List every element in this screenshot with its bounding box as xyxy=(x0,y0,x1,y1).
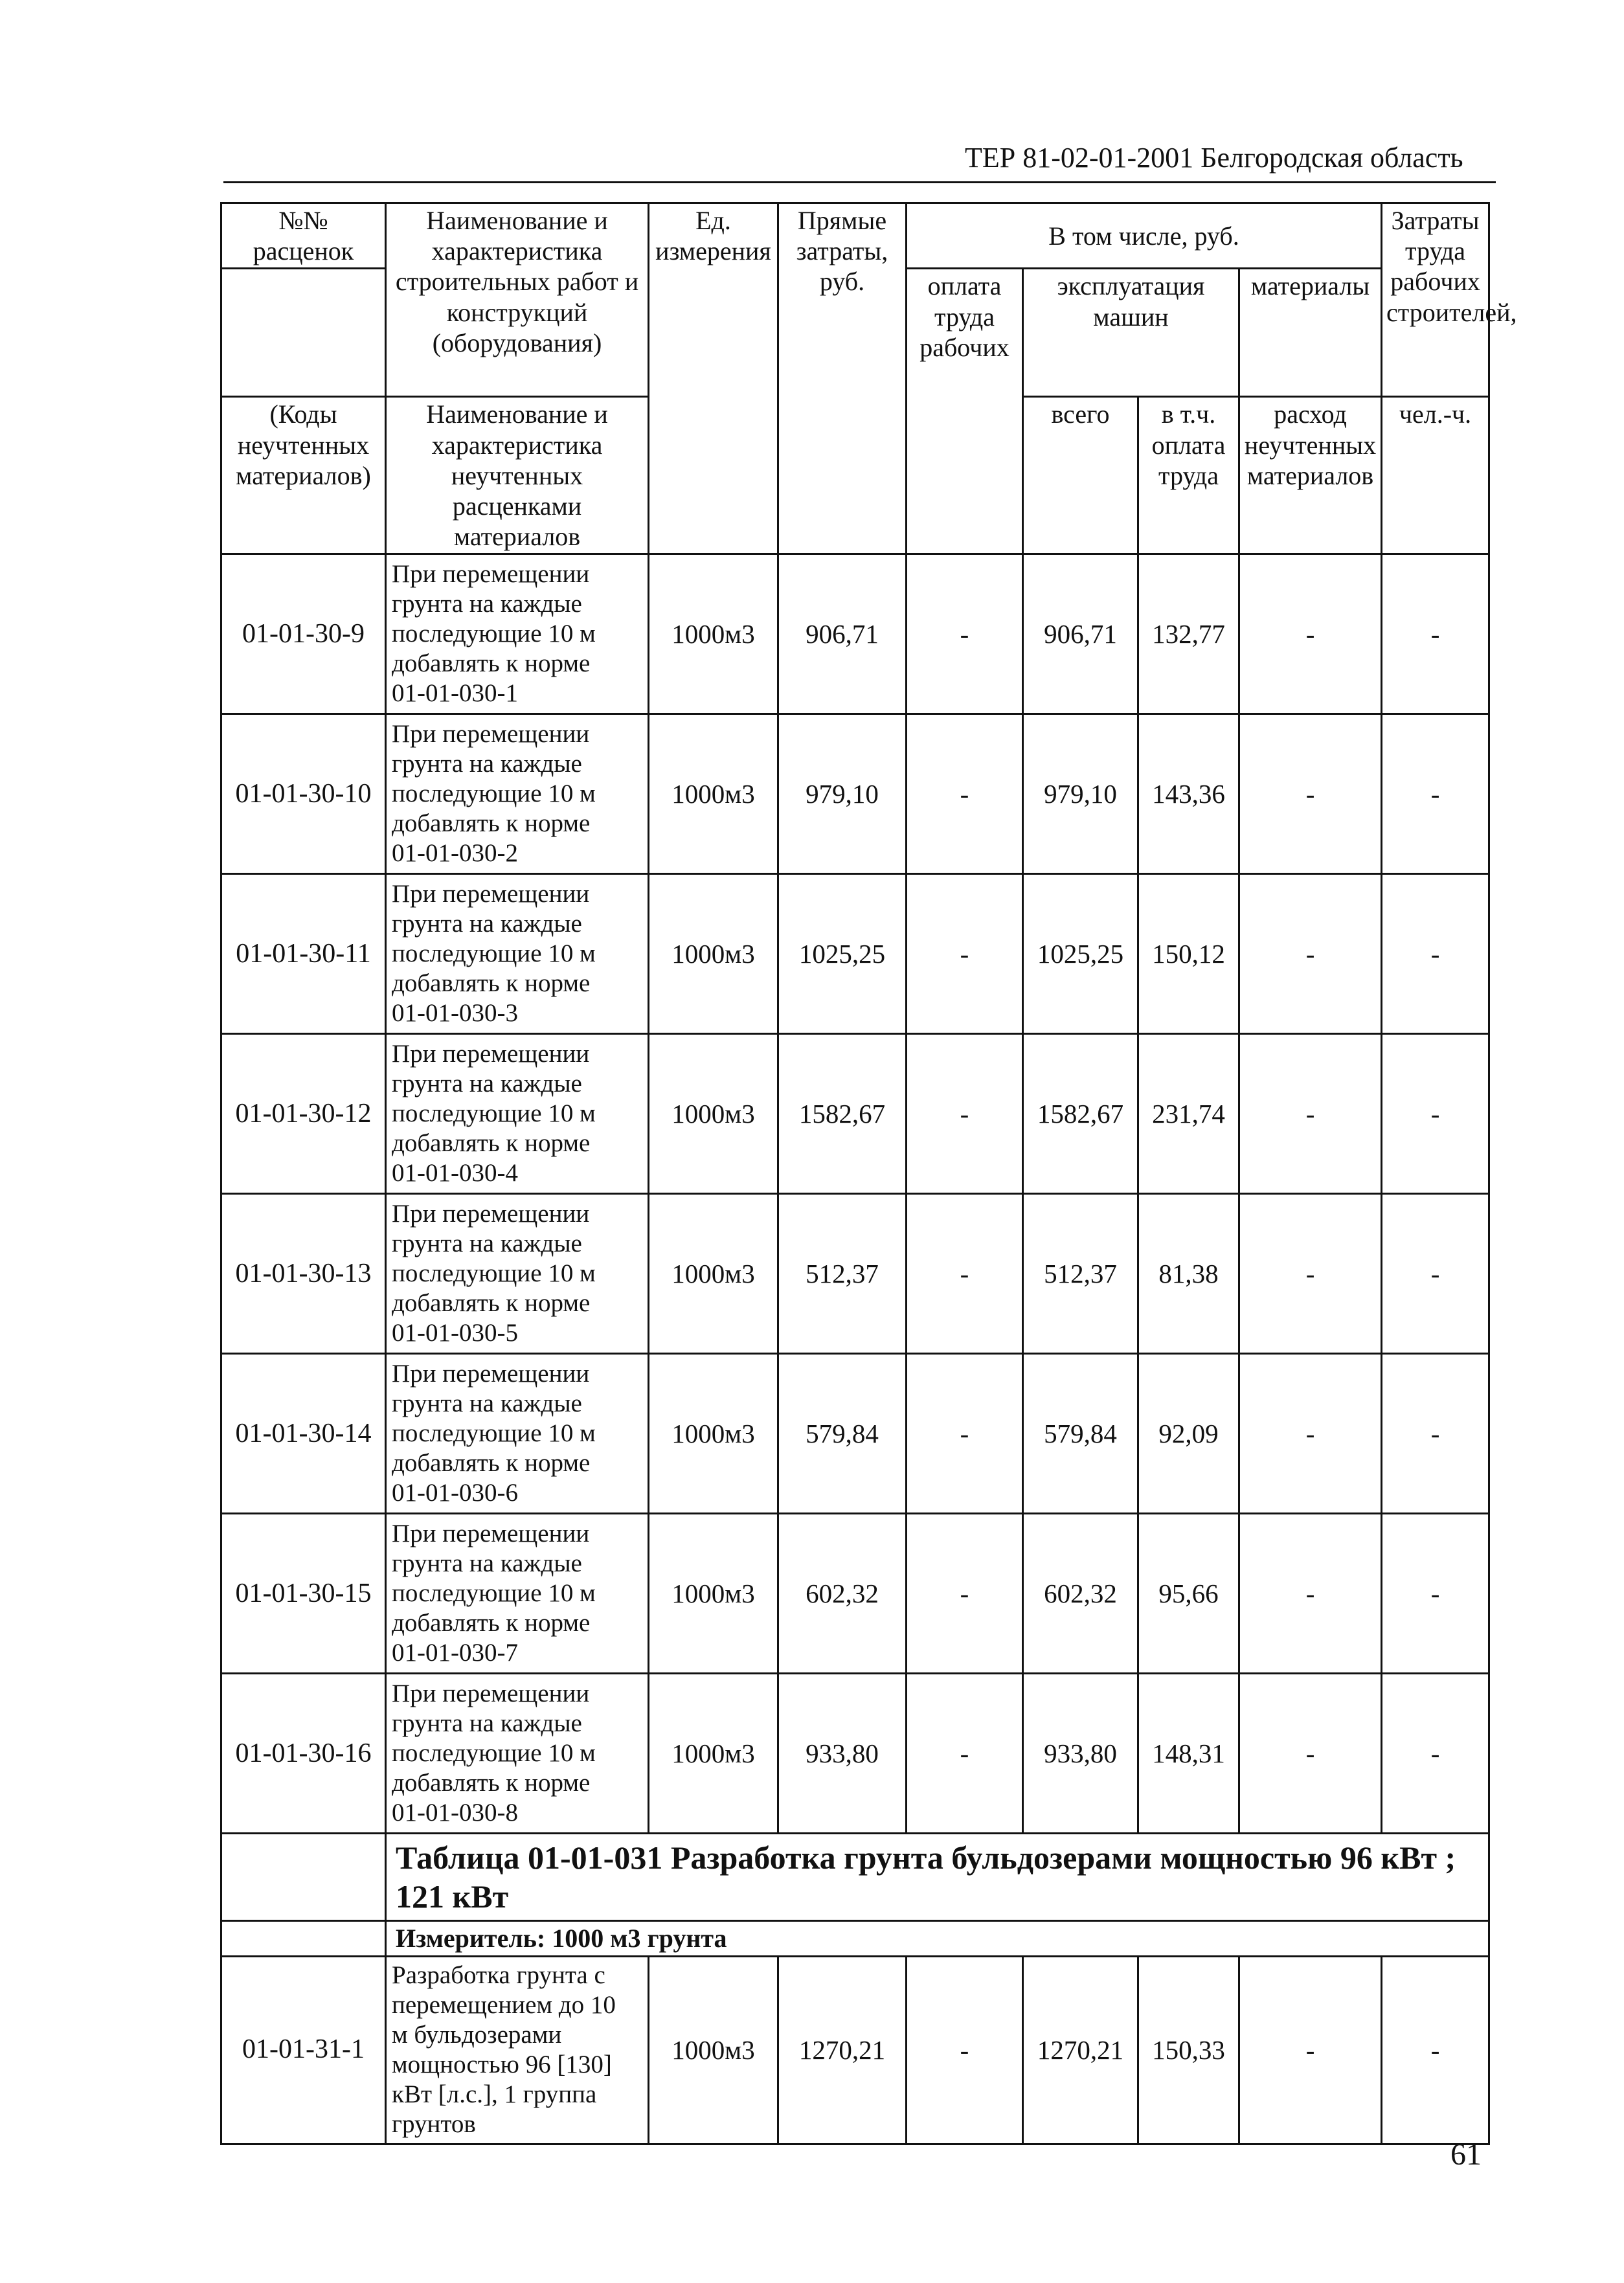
wages-cell: - xyxy=(907,1674,1023,1834)
wages-cell: - xyxy=(907,1354,1023,1514)
header-code: №№ расценок xyxy=(221,203,386,269)
table-row xyxy=(221,1034,1489,1194)
work-name-line: последующие 10 м xyxy=(392,620,596,648)
work-name-line: 01-01-030-3 xyxy=(392,999,518,1028)
machines-wages-cell: 92,09 xyxy=(1138,1354,1239,1514)
table-row xyxy=(221,1514,1489,1674)
table-row xyxy=(221,714,1489,874)
work-name xyxy=(386,1354,649,1514)
direct-costs-cell: 933,80 xyxy=(778,1674,907,1834)
labor-cell: - xyxy=(1382,1194,1489,1354)
table-row xyxy=(221,554,1489,714)
work-name xyxy=(386,554,649,714)
rate-code: 01-01-30-14 xyxy=(221,1354,386,1514)
unit-cell: 1000м3 xyxy=(649,714,778,874)
direct-costs-cell: 906,71 xyxy=(778,554,907,714)
rate-code: 01-01-30-13 xyxy=(221,1194,386,1354)
work-name-line: грунта на каждые xyxy=(392,1709,582,1738)
direct-costs-cell: 1025,25 xyxy=(778,874,907,1034)
work-name-line: последующие 10 м xyxy=(392,1099,596,1128)
work-name-line: грунта на каждые xyxy=(392,1389,582,1418)
materials-cell: - xyxy=(1239,1034,1382,1194)
materials-cell: - xyxy=(1239,1514,1382,1674)
work-name-line: кВт [л.с.], 1 группа xyxy=(392,2080,597,2109)
machines-total-cell: 1270,21 xyxy=(1023,1956,1138,2144)
work-name-line: При перемещении xyxy=(392,1200,590,1228)
labor-cell: - xyxy=(1382,554,1489,714)
rate-code: 01-01-30-16 xyxy=(221,1674,386,1834)
wages-cell: - xyxy=(907,714,1023,874)
work-name-line: последующие 10 м xyxy=(392,939,596,968)
rate-code: 01-01-31-1 xyxy=(221,1956,386,2144)
machines-wages-cell: 132,77 xyxy=(1138,554,1239,714)
header-materials: материалы xyxy=(1239,269,1382,397)
rate-code: 01-01-30-12 xyxy=(221,1034,386,1194)
header-machines-wages: в т.ч. оплата труда xyxy=(1138,397,1239,554)
header-wages: оплата труда рабочих xyxy=(907,269,1023,554)
work-name-line: добавлять к норме xyxy=(392,1449,591,1478)
header-name-sub: Наименование и характеристика неучтенных расценками материалов xyxy=(386,397,649,554)
direct-costs-cell: 1582,67 xyxy=(778,1034,907,1194)
work-name-line: грунтов xyxy=(392,2110,476,2139)
work-name-line: 01-01-030-7 xyxy=(392,1639,518,1667)
unit-cell: 1000м3 xyxy=(649,874,778,1034)
header-machines: эксплуатация машин xyxy=(1023,269,1239,397)
labor-cell: - xyxy=(1382,1674,1489,1834)
machines-total-cell: 906,71 xyxy=(1023,554,1138,714)
work-name xyxy=(386,714,649,874)
table-title: Таблица 01-01-031 Разработка грунта бульдозерами мощностью 96 кВт ; 121 кВт xyxy=(386,1834,1489,1921)
work-name-line: добавлять к норме xyxy=(392,1129,591,1158)
work-name-line: добавлять к норме xyxy=(392,809,591,838)
work-name-line: грунта на каждые xyxy=(392,910,582,938)
work-name-line: последующие 10 м xyxy=(392,1419,596,1448)
work-name-line: При перемещении xyxy=(392,1040,590,1068)
title-spacer xyxy=(221,1834,386,1921)
work-name xyxy=(386,1674,649,1834)
work-name-line: 01-01-030-1 xyxy=(392,679,518,708)
machines-total-cell: 579,84 xyxy=(1023,1354,1138,1514)
materials-cell: - xyxy=(1239,1956,1382,2144)
work-name-line: добавлять к норме xyxy=(392,969,591,998)
labor-cell: - xyxy=(1382,1956,1489,2144)
materials-cell: - xyxy=(1239,874,1382,1034)
direct-costs-cell: 1270,21 xyxy=(778,1956,907,2144)
work-name-line: грунта на каждые xyxy=(392,1070,582,1098)
labor-cell: - xyxy=(1382,1354,1489,1514)
materials-cell: - xyxy=(1239,1674,1382,1834)
unit-cell: 1000м3 xyxy=(649,1034,778,1194)
work-name xyxy=(386,1956,649,2144)
work-name-line: грунта на каждые xyxy=(392,750,582,778)
work-name xyxy=(386,1514,649,1674)
work-name-line: 01-01-030-2 xyxy=(392,839,518,868)
work-name xyxy=(386,874,649,1034)
labor-cell: - xyxy=(1382,714,1489,874)
machines-total-cell: 979,10 xyxy=(1023,714,1138,874)
materials-cell: - xyxy=(1239,554,1382,714)
work-name-line: При перемещении xyxy=(392,1520,590,1548)
header-direct-costs: Прямые затраты, руб. xyxy=(778,203,907,554)
wages-cell: - xyxy=(907,1194,1023,1354)
table-row xyxy=(221,1956,1489,2144)
page-header: ТЕР 81-02-01-2001 Белгородская область xyxy=(965,142,1463,174)
header-labor: Затраты труда рабочих строителей, xyxy=(1382,203,1489,397)
direct-costs-cell: 579,84 xyxy=(778,1354,907,1514)
unit-cell: 1000м3 xyxy=(649,554,778,714)
page-number: 61 xyxy=(1450,2137,1482,2172)
work-name-line: добавлять к норме xyxy=(392,1769,591,1797)
machines-wages-cell: 150,12 xyxy=(1138,874,1239,1034)
wages-cell: - xyxy=(907,1514,1023,1674)
table-measure: Измеритель: 1000 м3 грунта xyxy=(386,1921,1489,1956)
machines-wages-cell: 231,74 xyxy=(1138,1034,1239,1194)
work-name-line: последующие 10 м xyxy=(392,1739,596,1768)
rate-code: 01-01-30-10 xyxy=(221,714,386,874)
header-materials-sub: расход неучтенных материалов xyxy=(1239,397,1382,554)
work-name-line: грунта на каждые xyxy=(392,1230,582,1258)
machines-total-cell: 933,80 xyxy=(1023,1674,1138,1834)
work-name-line: м бульдозерами xyxy=(392,2020,562,2049)
work-name-line: При перемещении xyxy=(392,1360,590,1388)
wages-cell: - xyxy=(907,1956,1023,2144)
header-rule xyxy=(223,181,1496,183)
measure-spacer xyxy=(221,1921,386,1956)
work-name-line: При перемещении xyxy=(392,720,590,748)
table-row xyxy=(221,1674,1489,1834)
work-name-line: 01-01-030-8 xyxy=(392,1799,518,1827)
work-name-line: 01-01-030-6 xyxy=(392,1479,518,1507)
unit-cell: 1000м3 xyxy=(649,1354,778,1514)
work-name-line: При перемещении xyxy=(392,1680,590,1708)
table-row xyxy=(221,874,1489,1034)
labor-cell: - xyxy=(1382,874,1489,1034)
direct-costs-cell: 602,32 xyxy=(778,1514,907,1674)
header-machines-total: всего xyxy=(1023,397,1138,554)
labor-cell: - xyxy=(1382,1514,1489,1674)
wages-cell: - xyxy=(907,554,1023,714)
work-name-line: перемещением до 10 xyxy=(392,1990,616,2019)
machines-total-cell: 602,32 xyxy=(1023,1514,1138,1674)
work-name-line: грунта на каждые xyxy=(392,590,582,618)
work-name-line: Разработка грунта с xyxy=(392,1961,605,1989)
machines-wages-cell: 143,36 xyxy=(1138,714,1239,874)
work-name-line: При перемещении xyxy=(392,560,590,589)
work-name-line: грунта на каждые xyxy=(392,1549,582,1578)
materials-cell: - xyxy=(1239,1194,1382,1354)
work-name-line: 01-01-030-4 xyxy=(392,1159,518,1187)
machines-total-cell: 512,37 xyxy=(1023,1194,1138,1354)
work-name-line: последующие 10 м xyxy=(392,780,596,808)
work-name-line: мощностью 96 [130] xyxy=(392,2051,612,2078)
work-name xyxy=(386,1194,649,1354)
work-name-line: 01-01-030-5 xyxy=(392,1319,518,1347)
header-unit: Ед. измерения xyxy=(649,203,778,554)
work-name-line: добавлять к норме xyxy=(392,1609,591,1637)
rate-code: 01-01-30-11 xyxy=(221,874,386,1034)
wages-cell: - xyxy=(907,874,1023,1034)
header-code-sub: (Коды неучтенных материалов) xyxy=(221,397,386,554)
work-name-line: добавлять к норме xyxy=(392,1289,591,1318)
work-name-line: последующие 10 м xyxy=(392,1579,596,1608)
machines-wages-cell: 95,66 xyxy=(1138,1514,1239,1674)
work-name-line: При перемещении xyxy=(392,880,590,908)
table-row xyxy=(221,1194,1489,1354)
table-row xyxy=(221,1354,1489,1514)
header-including: В том числе, руб. xyxy=(907,203,1382,269)
direct-costs-cell: 512,37 xyxy=(778,1194,907,1354)
rates-table xyxy=(220,202,1517,2145)
header-name: Наименование и характеристика строительных работ и конструкций (оборудования) xyxy=(386,203,649,397)
unit-cell: 1000м3 xyxy=(649,1514,778,1674)
rate-code: 01-01-30-9 xyxy=(221,554,386,714)
work-name-line: добавлять к норме xyxy=(392,649,591,678)
unit-cell: 1000м3 xyxy=(649,1194,778,1354)
work-name-line: последующие 10 м xyxy=(392,1259,596,1288)
unit-cell: 1000м3 xyxy=(649,1956,778,2144)
unit-cell: 1000м3 xyxy=(649,1674,778,1834)
labor-cell: - xyxy=(1382,1034,1489,1194)
work-name xyxy=(386,1034,649,1194)
machines-total-cell: 1582,67 xyxy=(1023,1034,1138,1194)
header-labor-unit: чел.-ч. xyxy=(1382,397,1489,554)
header-code-spacer xyxy=(221,269,386,397)
machines-wages-cell: 150,33 xyxy=(1138,1956,1239,2144)
direct-costs-cell: 979,10 xyxy=(778,714,907,874)
rate-code: 01-01-30-15 xyxy=(221,1514,386,1674)
materials-cell: - xyxy=(1239,1354,1382,1514)
machines-total-cell: 1025,25 xyxy=(1023,874,1138,1034)
wages-cell: - xyxy=(907,1034,1023,1194)
materials-cell: - xyxy=(1239,714,1382,874)
machines-wages-cell: 81,38 xyxy=(1138,1194,1239,1354)
machines-wages-cell: 148,31 xyxy=(1138,1674,1239,1834)
